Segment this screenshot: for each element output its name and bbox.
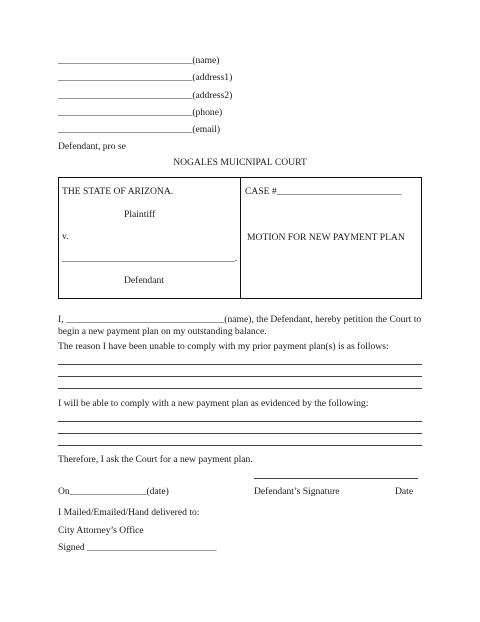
- defendant-label: Defendant: [124, 275, 164, 286]
- versus-label: v.: [62, 231, 69, 242]
- state-of-arizona: THE STATE OF ARIZONA.: [62, 186, 174, 197]
- email-line: ____________________________(email): [58, 124, 221, 135]
- signature-line: [254, 478, 418, 479]
- reason-blank-line-1: [58, 364, 422, 365]
- reason-prompt: The reason I have been unable to comply with my prior payment plan(s) is as follows:: [58, 341, 389, 352]
- evidence-prompt: I will be able to comply with a new payment plan as evidenced by the following:: [58, 398, 369, 409]
- address2-line: ____________________________(address2): [58, 90, 233, 101]
- closing-request: Therefore, I ask the Court for a new payment plan.: [58, 454, 253, 465]
- date-line: On________________(date): [58, 486, 169, 497]
- signature-date-label: Date: [395, 486, 414, 497]
- court-title: NOGALES MUICNIPAL COURT: [173, 157, 307, 168]
- recipient: City Attorney’s Office: [58, 525, 144, 536]
- reason-blank-line-3: [58, 388, 422, 389]
- petition-paragraph: I, _________________________________(name), the Defendant, hereby petition the Court to begin a new payment plan on my outstanding balance.: [58, 314, 422, 337]
- motion-title: MOTION FOR NEW PAYMENT PLAN: [247, 232, 405, 243]
- address1-line: ____________________________(address1): [58, 72, 233, 83]
- delivery-method: I Mailed/Emailed/Hand delivered to:: [58, 507, 200, 518]
- phone-line: ____________________________(phone): [58, 107, 223, 118]
- defendant-name-line: ____________________________________.: [62, 253, 238, 264]
- evidence-blank-line-3: [58, 445, 422, 446]
- name-line: ____________________________(name): [58, 55, 220, 66]
- plaintiff-label: Plaintiff: [124, 209, 156, 220]
- caption-divider: [240, 177, 241, 299]
- evidence-blank-line-2: [58, 433, 422, 434]
- evidence-blank-line-1: [58, 421, 422, 422]
- defendant-signature-label: Defendant’s Signature: [254, 486, 340, 497]
- case-number-field: CASE #__________________________: [245, 186, 402, 197]
- reason-blank-line-2: [58, 376, 422, 377]
- signed-line: Signed ___________________________: [58, 542, 217, 553]
- defendant-pro-se-label: Defendant, pro se: [58, 141, 126, 152]
